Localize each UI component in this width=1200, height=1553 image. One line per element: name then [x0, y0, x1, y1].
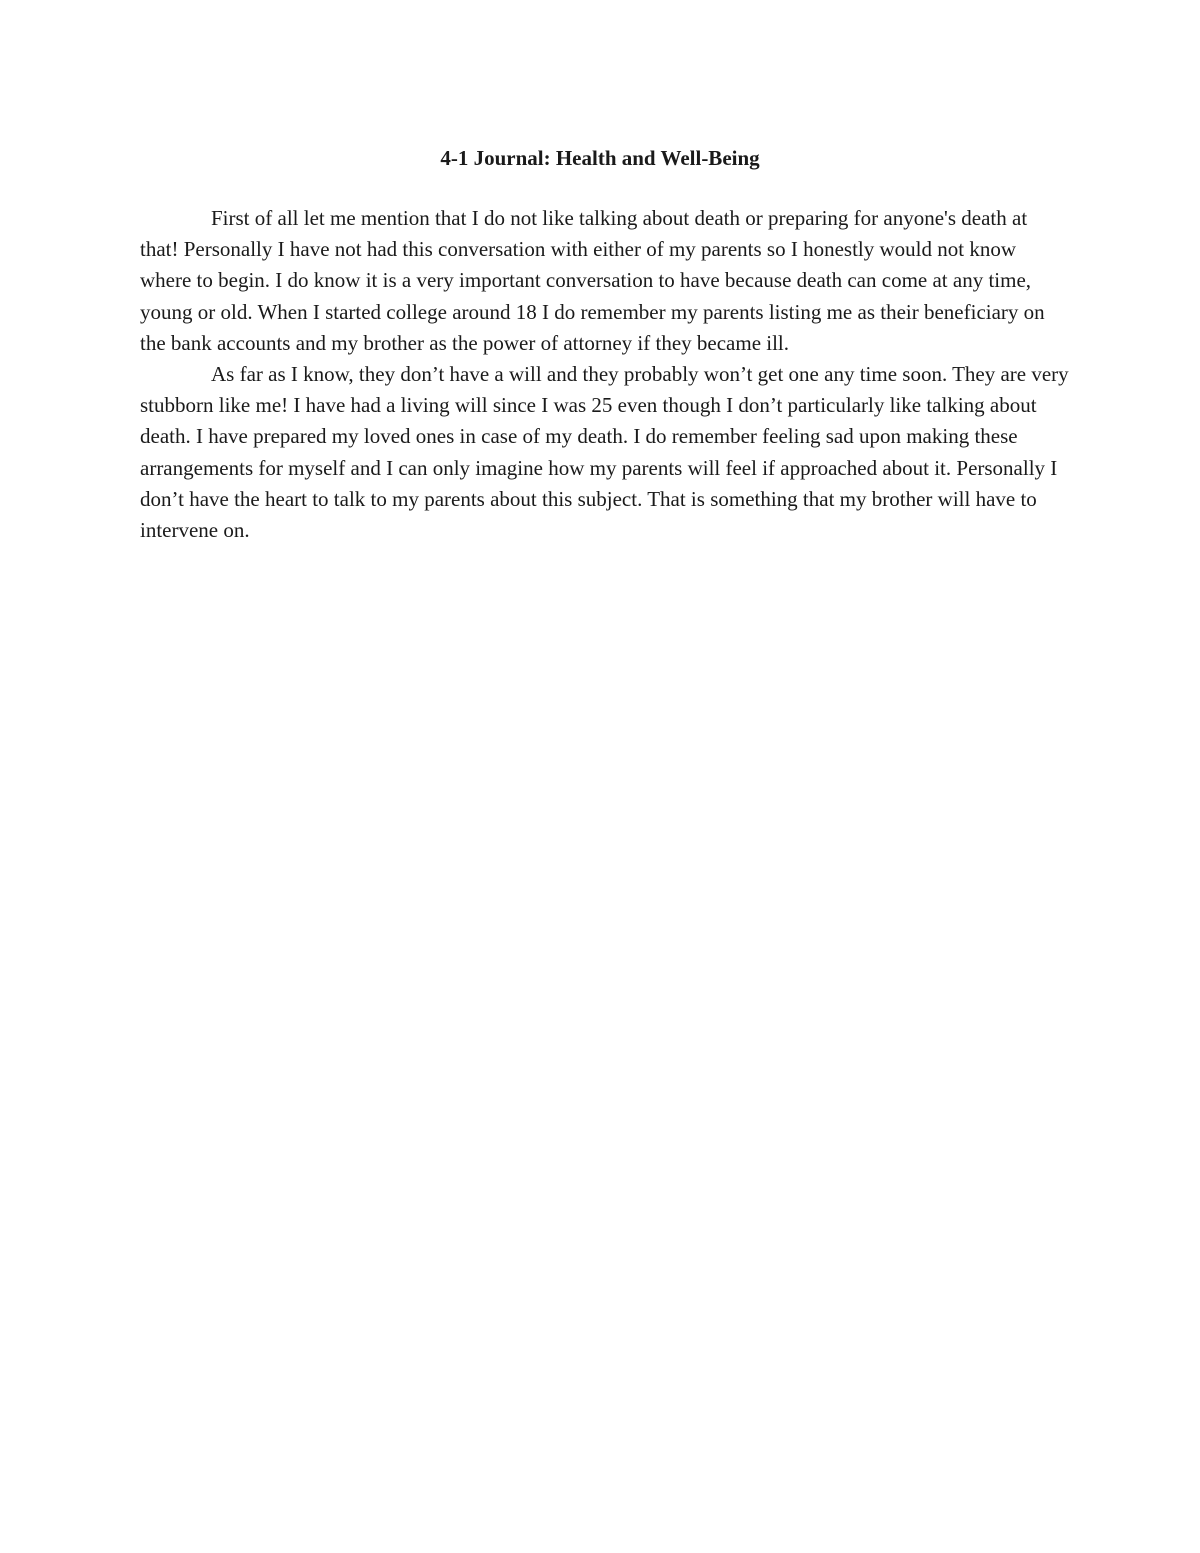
document-title: 4-1 Journal: Health and Well-Being [440, 146, 760, 170]
paragraph-2: As far as I know, they don’t have a will and they probably won’t get one any time soon. They are very stubborn like me! I have had a living will since I was 25 even though I don’t particularly like talking about death. I have prepared my loved ones in case of my death. I do remember feeling sad upon making these arrangements for myself and I can only imagine how my parents will feel if approached about it. Personally I don’t have the heart to talk to my parents about this subject. That is something that my brother will have to intervene on. [140, 362, 1069, 543]
paragraph-1: First of all let me mention that I do not like talking about death or preparing for anyone's death at that! Personally I have not had this conversation with either of my parents so I honestly would not know where to begin. I do know it is a very important conversation to have because death can come at any time, young or old. When I started college around 18 I do remember my parents listing me as their beneficiary on the bank accounts and my brother as the power of attorney if they became ill. [140, 206, 1045, 355]
document-body [140, 203, 1070, 546]
